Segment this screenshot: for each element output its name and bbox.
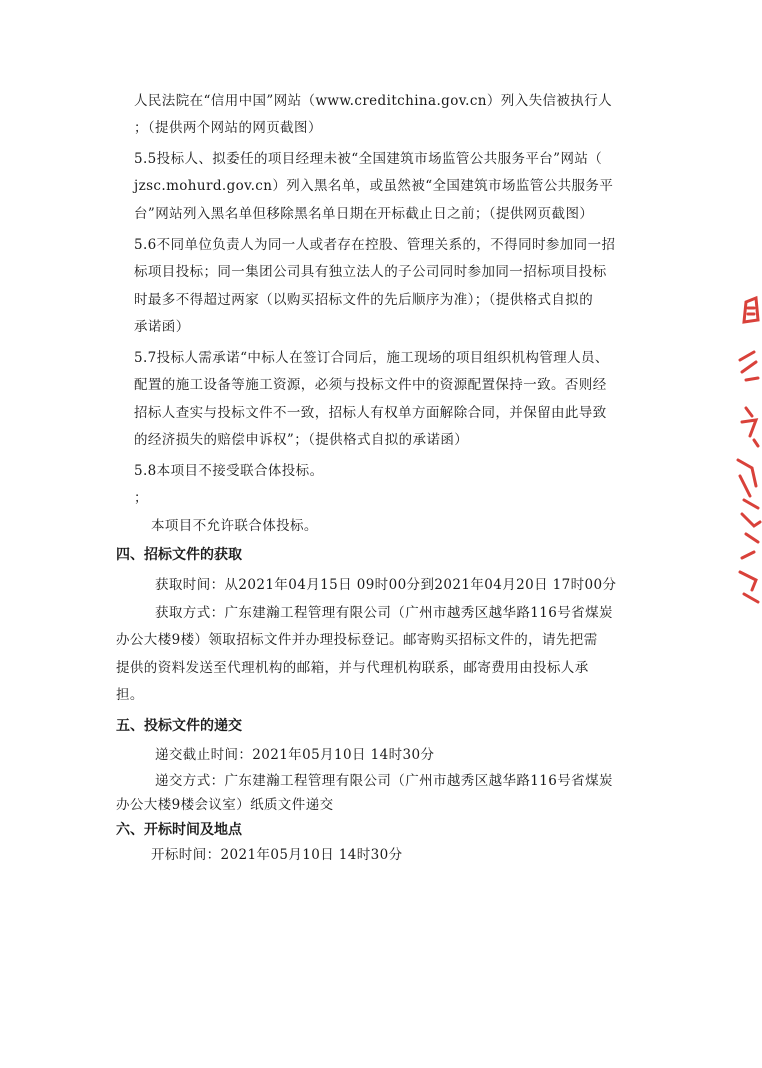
text-line: 配置的施工设备等施工资源，必须与投标文件中的资源配置保持一致。否则经 — [134, 377, 607, 393]
text-line: 人民法院在“信用中国”网站（www.creditchina.gov.cn）列入失信被执行人 — [134, 93, 612, 109]
text-line: 担。 — [116, 687, 144, 703]
text-line: 提供的资料发送至代理机构的邮箱，并与代理机构联系，邮寄费用由投标人承 — [116, 660, 589, 676]
text-line: 获取时间：从2021年04月15日 09时00分到2021年04月20日 17时00分 — [155, 577, 617, 593]
text-line: 5.6不同单位负责人为同一人或者存在控股、管理关系的，不得同时参加同一招 — [134, 237, 616, 253]
text-line: 办公大楼9楼会议室）纸质文件递交 — [116, 797, 334, 813]
section-heading-6: 六、开标时间及地点 — [116, 822, 242, 838]
text-line: 获取方式：广东建瀚工程管理有限公司（广州市越秀区越华路116号省煤炭 — [155, 605, 613, 621]
red-seal-stamp — [732, 290, 762, 610]
text-line: jzsc.mohurd.gov.cn）列入黑名单，或虽然被“全国建筑市场监管公共服务平 — [134, 178, 614, 194]
text-line: 招标人查实与投标文件不一致，招标人有权单方面解除合同，并保留由此导致 — [134, 405, 607, 421]
text-line: ； — [134, 490, 148, 506]
section-heading-4: 四、招标文件的获取 — [116, 547, 242, 563]
text-line: 递交截止时间：2021年05月10日 14时30分 — [155, 747, 435, 763]
text-line: 5.5投标人、拟委任的项目经理未被“全国建筑市场监管公共服务平台”网站（ — [134, 151, 603, 167]
section-heading-5: 五、投标文件的递交 — [116, 718, 242, 734]
text-line: ；（提供两个网站的网页截图） — [134, 120, 322, 136]
text-line: 台”网站列入黑名单但移除黑名单日期在开标截止日之前；（提供网页截图） — [134, 206, 594, 222]
text-line: 办公大楼9楼）领取招标文件并办理投标登记。邮寄购买招标文件的，请先把需 — [116, 632, 598, 648]
text-line: 时最多不得超过两家（以购买招标文件的先后顺序为准）；（提供格式自拟的 — [134, 292, 594, 308]
text-line: 的经济损失的赔偿申诉权”；（提供格式自拟的承诺函） — [134, 432, 469, 448]
text-line: 标项目投标；同一集团公司具有独立法人的子公司同时参加同一招标项目投标 — [134, 264, 607, 280]
text-line: 承诺函） — [134, 319, 190, 335]
text-line: 5.7投标人需承诺“中标人在签订合同后，施工现场的项目组织机构管理人员、 — [134, 350, 609, 366]
text-line: 5.8本项目不接受联合体投标。 — [134, 463, 324, 479]
text-line: 开标时间：2021年05月10日 14时30分 — [151, 847, 403, 863]
text-line: 本项目不允许联合体投标。 — [151, 518, 318, 534]
text-line: 递交方式：广东建瀚工程管理有限公司（广州市越秀区越华路116号省煤炭 — [155, 773, 613, 789]
